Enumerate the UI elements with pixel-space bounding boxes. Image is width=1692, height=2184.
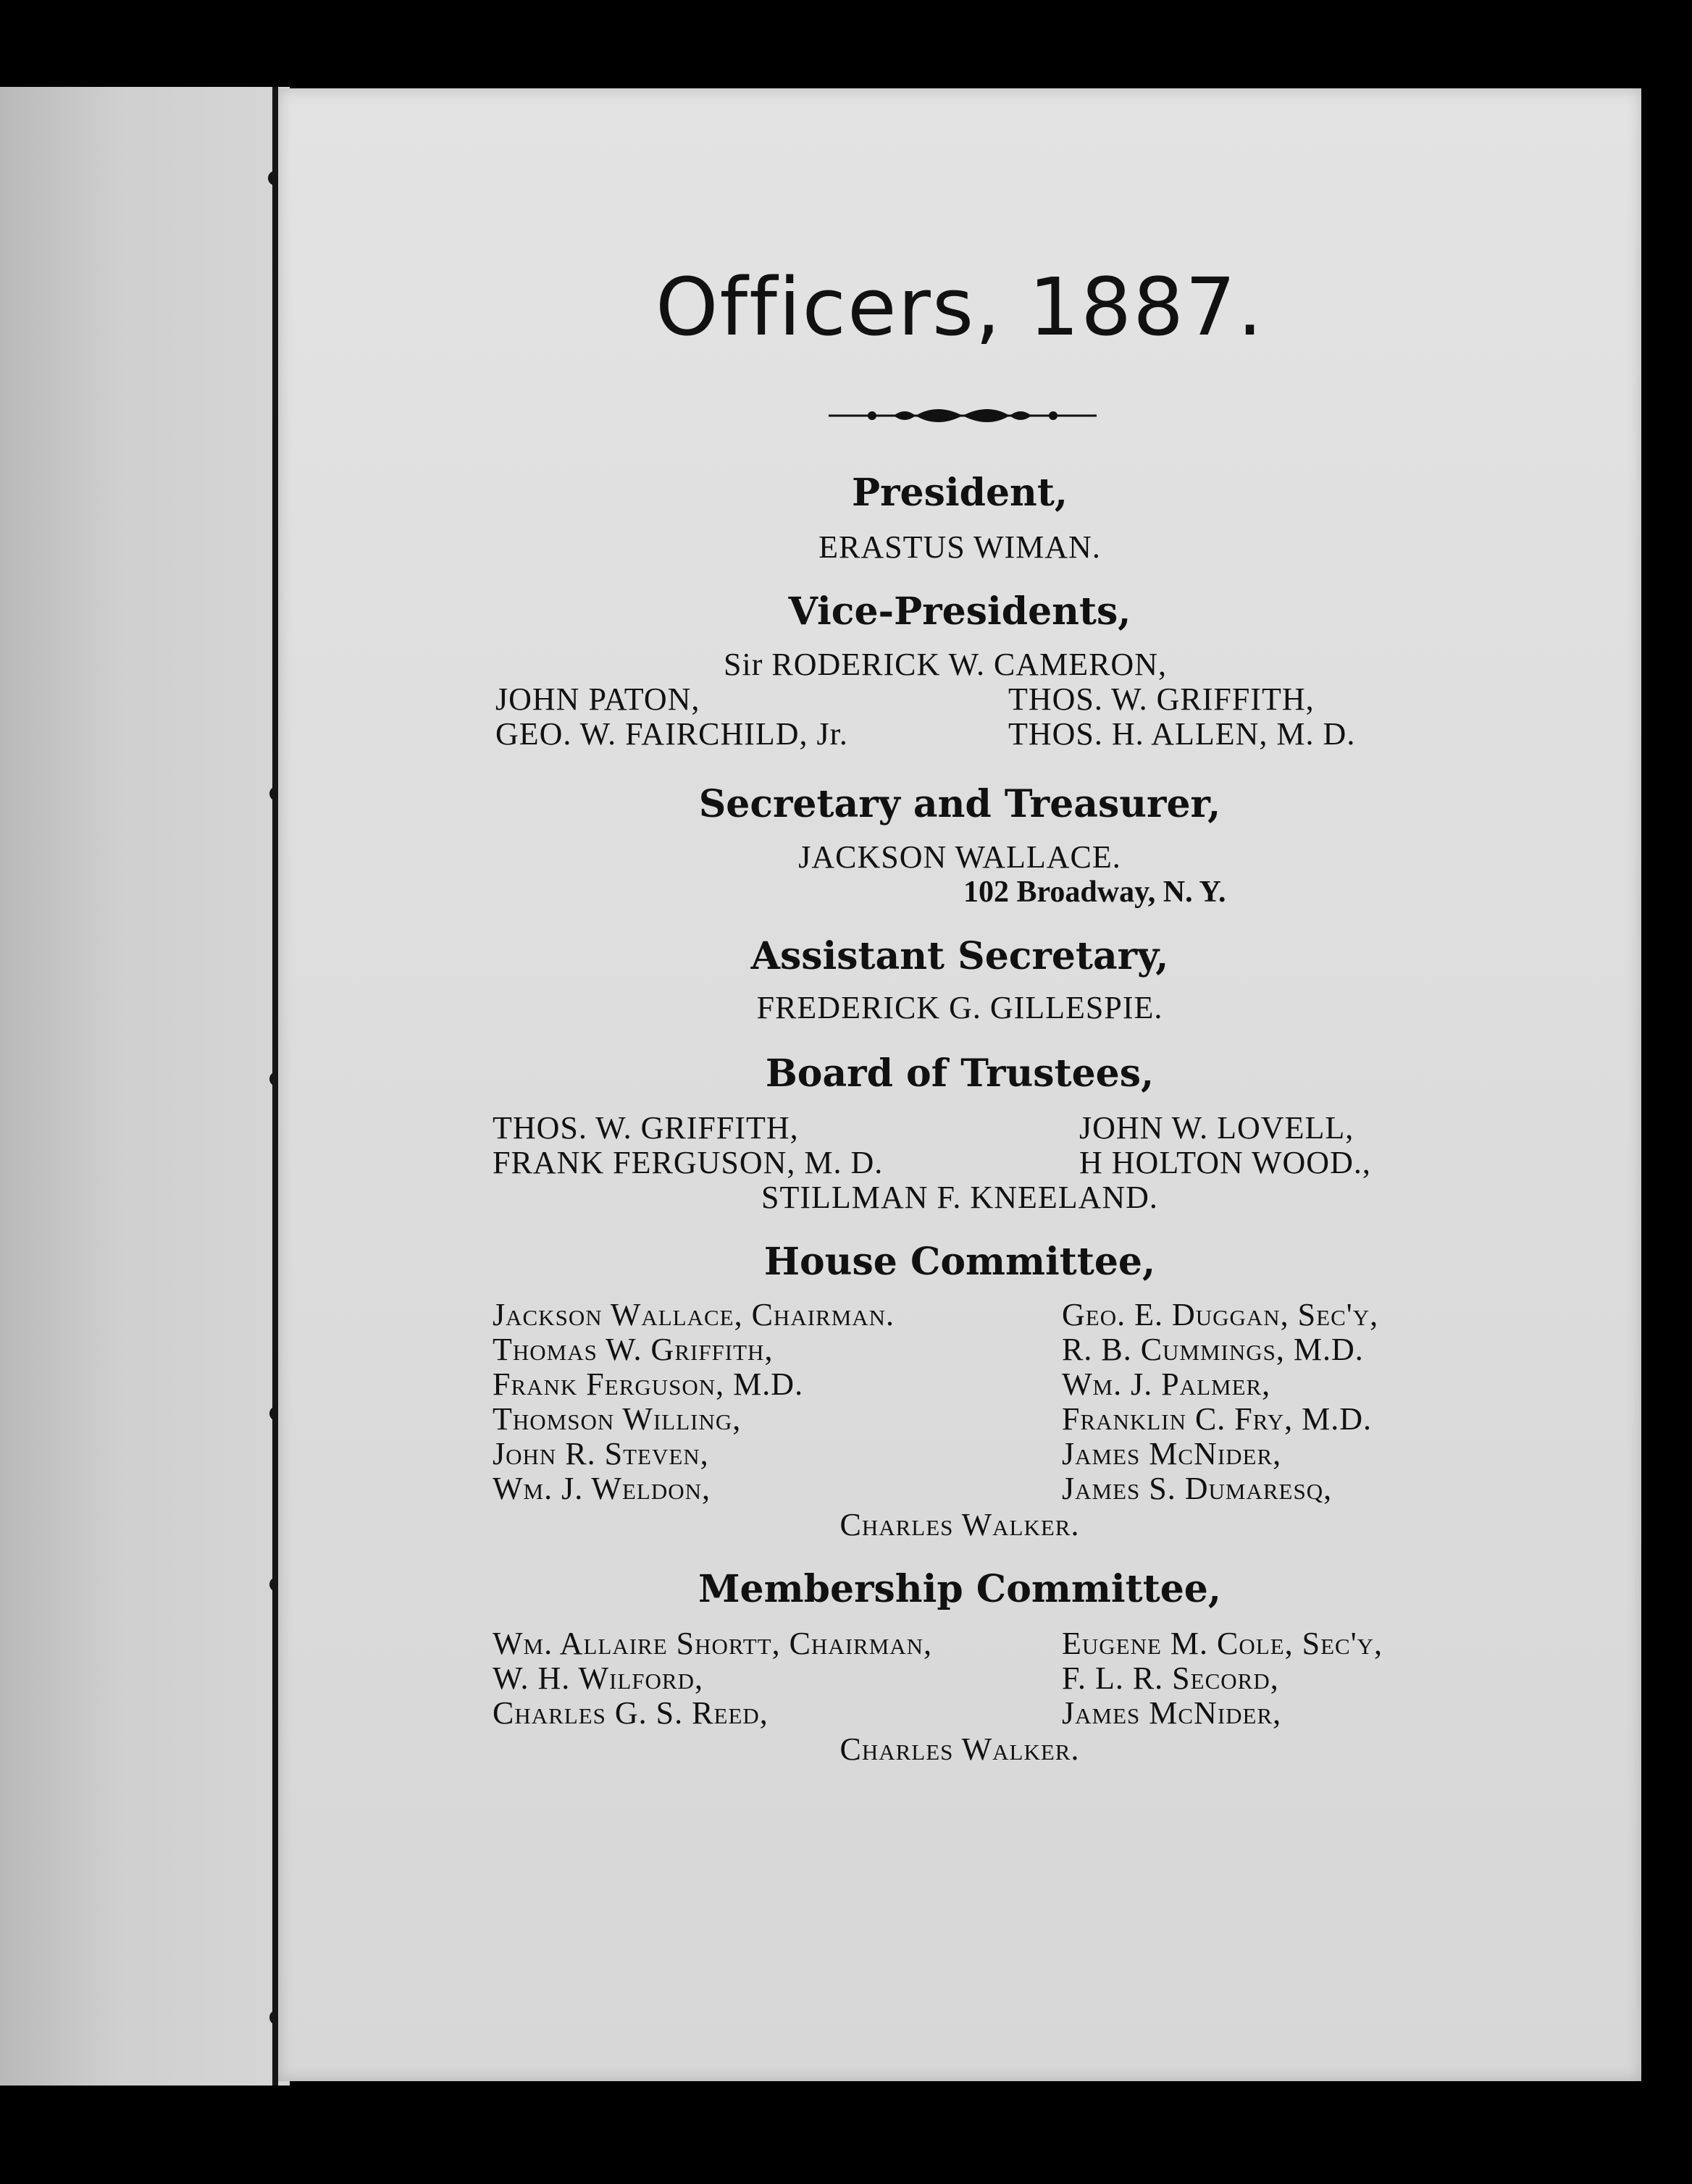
- assistant-secretary-name: FREDERICK G. GILLESPIE.: [756, 990, 1163, 1025]
- document-page: [278, 88, 1641, 2081]
- book-spine: [272, 87, 278, 2086]
- heading-assistant-secretary: Assistant Secretary,: [750, 934, 1169, 978]
- facing-page: [0, 87, 290, 2086]
- trustee-name: H HOLTON WOOD.,: [1079, 1145, 1371, 1180]
- trustee-name: THOS. W. GRIFFITH,: [493, 1110, 799, 1146]
- house-committee-member: Jackson Wallace, Chairman.: [493, 1297, 895, 1332]
- house-committee-member: Franklin C. Fry, M.D.: [1062, 1401, 1373, 1437]
- vice-president-name: JOHN PATON,: [495, 681, 700, 717]
- house-committee-member: James McNider,: [1062, 1436, 1282, 1471]
- heading-board-of-trustees: Board of Trustees,: [765, 1051, 1155, 1096]
- membership-committee-member: Charles G. S. Reed,: [493, 1695, 768, 1731]
- vice-president-name: GEO. W. FAIRCHILD, Jr.: [495, 716, 848, 752]
- secretary-address: 102 Broadway, N. Y.: [963, 875, 1226, 909]
- house-committee-member: Thomas W. Griffith,: [493, 1332, 774, 1367]
- house-committee-member: John R. Steven,: [493, 1436, 709, 1471]
- vice-president-name: THOS. H. ALLEN, M. D.: [1008, 716, 1356, 752]
- heading-vice-presidents: Vice-Presidents,: [788, 589, 1131, 634]
- house-committee-member: Wm. J. Weldon,: [493, 1471, 711, 1506]
- heading-house-committee: House Committee,: [763, 1240, 1156, 1284]
- house-committee-member: Wm. J. Palmer,: [1062, 1366, 1271, 1402]
- membership-committee-member: James McNider,: [1062, 1695, 1282, 1731]
- house-committee-member: Geo. E. Duggan, Sec'y,: [1062, 1297, 1379, 1332]
- house-committee-member: Thomson Willing,: [493, 1401, 742, 1437]
- house-committee-member: R. B. Cummings, M.D.: [1062, 1332, 1364, 1367]
- house-committee-member: Frank Ferguson, M.D.: [493, 1366, 804, 1402]
- ornament-divider: [829, 401, 1097, 430]
- page-title: Officers, 1887.: [655, 261, 1265, 353]
- membership-committee-member: Wm. Allaire Shortt, Chairman,: [493, 1626, 933, 1661]
- membership-committee-member: Charles Walker.: [839, 1731, 1080, 1767]
- heading-secretary-treasurer: Secretary and Treasurer,: [698, 782, 1221, 826]
- heading-president: President,: [852, 471, 1068, 515]
- membership-committee-member: Eugene M. Cole, Sec'y,: [1062, 1626, 1383, 1661]
- vice-president-name: Sir RODERICK W. CAMERON,: [724, 647, 1167, 682]
- house-committee-member: James S. Dumaresq,: [1062, 1471, 1333, 1506]
- vice-president-name: THOS. W. GRIFFITH,: [1008, 681, 1315, 717]
- secretary-treasurer-name: JACKSON WALLACE.: [798, 839, 1121, 875]
- membership-committee-member: W. H. Wilford,: [493, 1660, 703, 1696]
- trustee-name: FRANK FERGUSON, M. D.: [493, 1145, 884, 1180]
- trustee-name: JOHN W. LOVELL,: [1079, 1110, 1354, 1146]
- heading-membership-committee: Membership Committee,: [698, 1567, 1221, 1611]
- house-committee-member: Charles Walker.: [839, 1507, 1080, 1542]
- president-name: ERASTUS WIMAN.: [818, 529, 1101, 565]
- trustee-name: STILLMAN F. KNEELAND.: [761, 1180, 1158, 1215]
- membership-committee-member: F. L. R. Secord,: [1062, 1660, 1279, 1696]
